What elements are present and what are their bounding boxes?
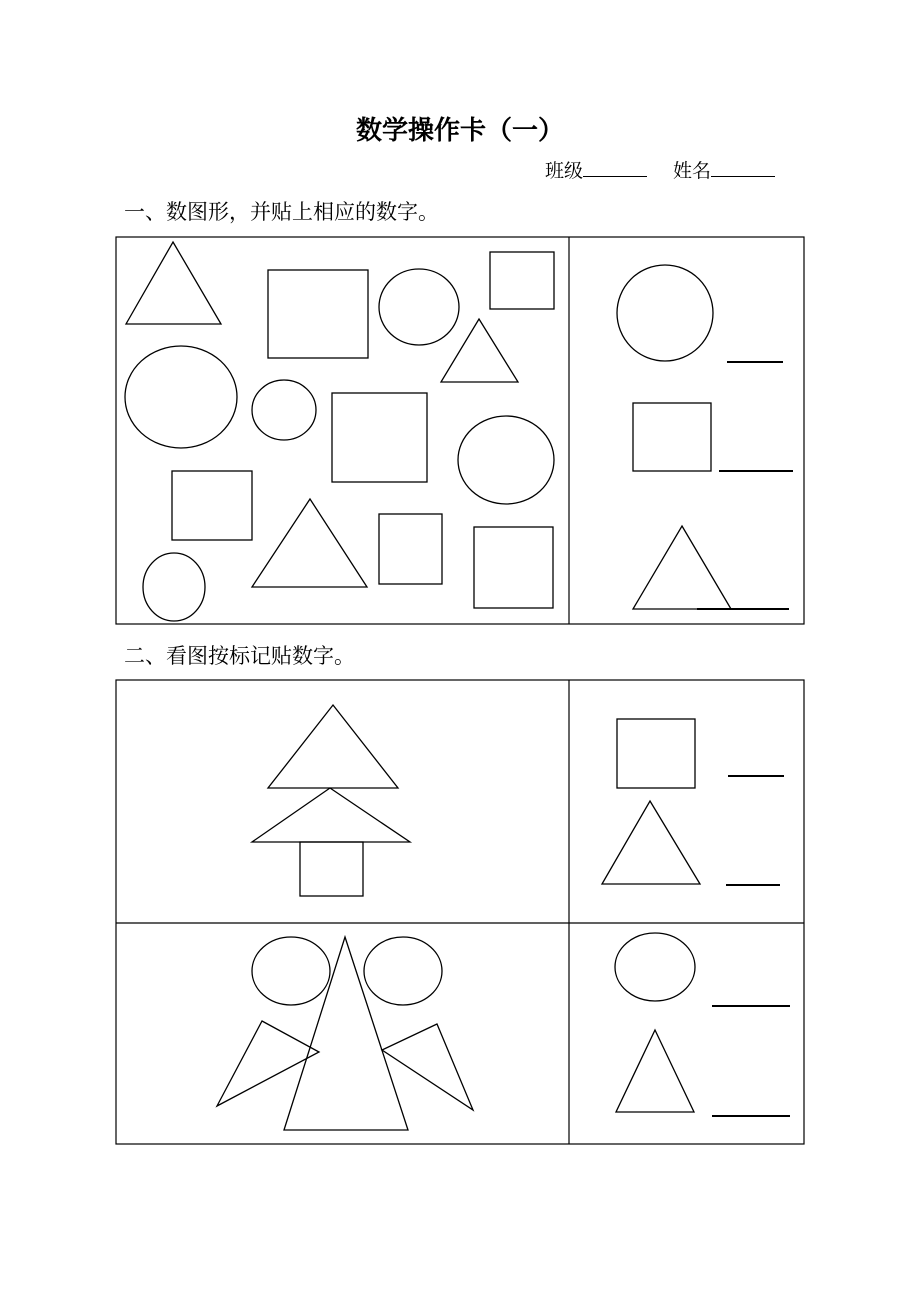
section1-shapes-area <box>125 242 554 621</box>
angel-left-wing-triangle <box>217 1021 319 1106</box>
section1-heading: 一、数图形，并贴上相应的数字。 <box>124 200 439 224</box>
angel-body-triangle <box>284 937 408 1130</box>
tree-middle-triangle <box>252 788 410 842</box>
worksheet-title: 数学操作卡（一） <box>355 116 564 146</box>
angel-right-circle <box>364 937 442 1005</box>
square-shape <box>172 471 252 540</box>
circle-shape <box>125 346 237 448</box>
tree-picture <box>252 705 410 896</box>
circle-legend-icon <box>617 265 713 361</box>
circle-shape <box>379 269 459 345</box>
square-shape <box>490 252 554 309</box>
triangle-shape <box>126 242 221 324</box>
circle-legend-icon <box>615 933 695 1001</box>
triangle-legend-icon <box>633 526 731 609</box>
section2-heading: 二、看图按标记贴数字。 <box>124 644 355 668</box>
square-legend-icon <box>617 719 695 788</box>
triangle-legend-icon <box>602 801 700 884</box>
square-shape <box>332 393 427 482</box>
circle-shape <box>458 416 554 504</box>
circle-shape <box>143 553 205 621</box>
section2-frame <box>116 680 804 1144</box>
angel-answer-area <box>615 933 790 1116</box>
section1-table <box>116 237 804 624</box>
angel-right-wing-triangle <box>382 1024 473 1110</box>
class-label: 班级 <box>545 160 584 182</box>
square-shape <box>474 527 553 608</box>
square-shape <box>268 270 368 358</box>
triangle-shape <box>252 499 367 587</box>
triangle-legend-icon <box>616 1030 694 1112</box>
angel-left-circle <box>252 937 330 1005</box>
tree-top-triangle <box>268 705 398 788</box>
angel-picture <box>217 937 473 1130</box>
section1-frame <box>116 237 804 624</box>
section1-answer-area <box>617 265 793 609</box>
name-label: 姓名 <box>673 160 712 182</box>
section2-table <box>116 680 804 1144</box>
square-legend-icon <box>633 403 711 471</box>
circle-shape <box>252 380 316 440</box>
tree-trunk-square <box>300 842 363 896</box>
tree-answer-area <box>602 719 784 885</box>
square-shape <box>379 514 442 584</box>
